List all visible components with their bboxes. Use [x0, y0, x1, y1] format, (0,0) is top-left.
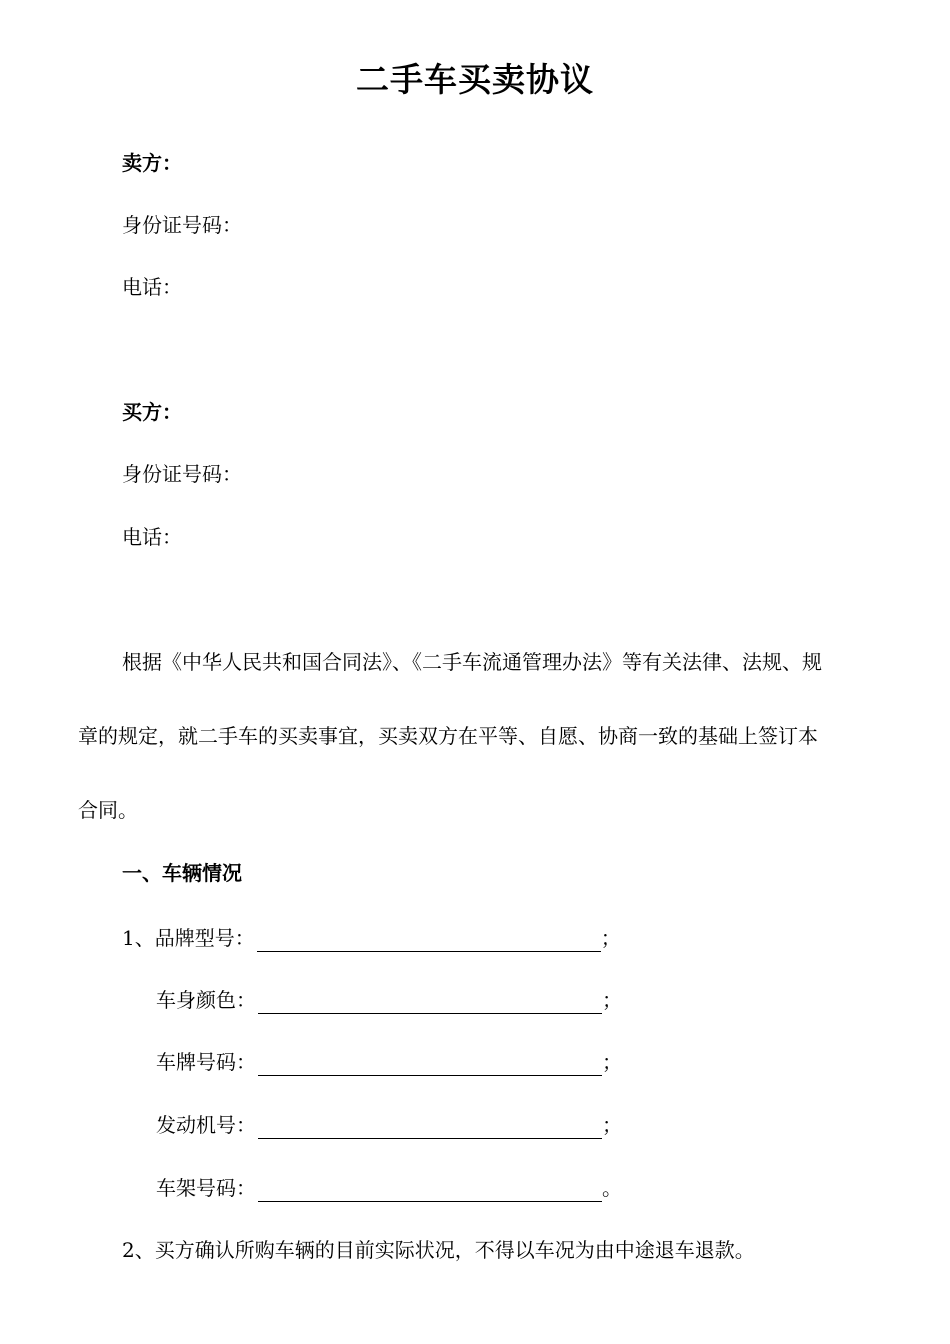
brand-model-field: [122, 924, 621, 952]
intro-line-3: 合同。: [78, 798, 138, 822]
field-label: 车牌号码：: [156, 1050, 256, 1074]
field-end: ；: [600, 926, 621, 950]
buyer-label: 买方：: [122, 400, 182, 424]
frame-number-field: [156, 1174, 622, 1202]
intro-line-2: 章的规定，就二手车的买卖事宜，买卖双方在平等、自愿、协商一致的基础上签订本: [78, 724, 818, 748]
body-color-blank: [258, 991, 602, 1014]
field-label: 车架号码：: [156, 1176, 256, 1200]
document-title: 二手车买卖协议: [356, 60, 594, 99]
seller-label: 卖方：: [122, 151, 182, 175]
seller-id-label: 身份证号码：: [122, 213, 242, 237]
frame-number-blank: [258, 1179, 602, 1202]
plate-number-field: [156, 1048, 622, 1076]
field-label: 1、品牌型号：: [122, 926, 255, 950]
field-end: 。: [602, 1176, 622, 1200]
plate-number-blank: [258, 1053, 602, 1076]
intro-line-1: 根据《中华人民共和国合同法》、《二手车流通管理办法》等有关法律、法规、规: [122, 650, 822, 674]
field-end: ；: [602, 1050, 622, 1074]
field-label: 车身颜色：: [156, 988, 256, 1012]
buyer-phone-label: 电话：: [122, 525, 182, 549]
brand-model-blank: [257, 929, 601, 952]
intro-paragraph: [78, 645, 878, 867]
body-color-field: [156, 986, 622, 1014]
section-heading-vehicle: 一、车辆情况: [122, 861, 242, 885]
buyer-id-label: 身份证号码：: [122, 462, 242, 486]
seller-phone-label: 电话：: [122, 275, 182, 299]
vehicle-condition-clause: 2、买方确认所购车辆的目前实际状况，不得以车况为由中途退车退款。: [122, 1238, 755, 1262]
field-end: ；: [602, 1113, 622, 1137]
field-label: 发动机号：: [156, 1113, 256, 1137]
engine-number-field: [156, 1111, 622, 1139]
field-end: ；: [602, 988, 622, 1012]
engine-number-blank: [258, 1116, 602, 1139]
